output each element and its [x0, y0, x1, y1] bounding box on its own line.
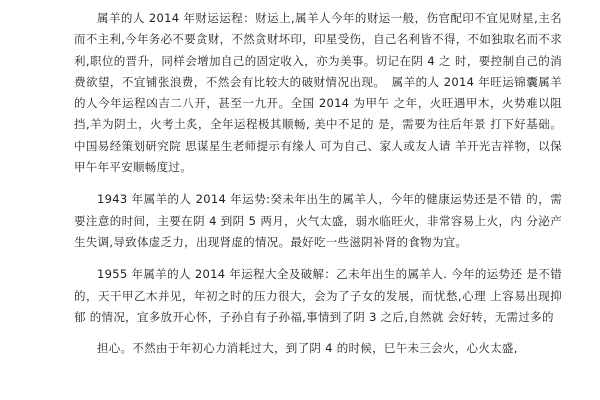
paragraph-1943-goat: 1943 年属羊的人 2014 年运势:癸未年出生的属羊人，今年的健康运势还是不错 的，需要注意的时间，主要在阴 4 到阴 5 两月，火气太盛，弱水临旺火，非常容易上火，内 分泌产生失调,导致体虚乏力，出现肾虚的情况。最好吃一些滋阴补肾的食物为宜。 — [74, 192, 562, 249]
paragraph-2014-fortune: 属羊的人 2014 年财运运程：财运上,属羊人今年的财运一般，伤官配印不宜见财星,主名而不主利,今年务必不要贪财，不然贪财坏印，印星受伤，自己名利皆不得，不如独取名而不求利,职位的晋升，同样会增加自己的固定收入，亦为美事。切记在阴 4 之 时，要控制自己的消费欲望，不宜铺张浪费，不然会有比较大的破财情况出现。 属羊的人 2014 年旺运锦囊属羊的人今年运程凶吉二八开，甚至一九开。全国 2014 为甲午 之年，火旺遇甲木，火势难以阻挡,羊为阴土，火考土炙，全年运程极其顺畅, 美中不足的 是，需要为往后年景 打下好基础。中国易经策划研究院 思谋星生老师提示有缘人 可为自己、家人或友人请 羊开光吉祥物，以保甲午年平安顺畅度过。 — [74, 11, 562, 175]
paragraph-continuation: 担心。不然由于年初心力消耗过大，到了阴 4 的时候，巳午未三会火，心火太盛, — [97, 341, 518, 356]
paragraph-1955-goat: 1955 年属羊的人 2014 年运程大全及破解：乙未年出生的属羊人. 今年的运势还 是不错的，天干甲乙木并见，年初之时的压力很大，会为了子女的发展，而忧愁,心理 上容易出现抑郁 的情况，宜多放开心怀，子孙自有子孙福,事情到了阴 3 之后,自然就 会好转，无需过多的 — [74, 267, 562, 324]
